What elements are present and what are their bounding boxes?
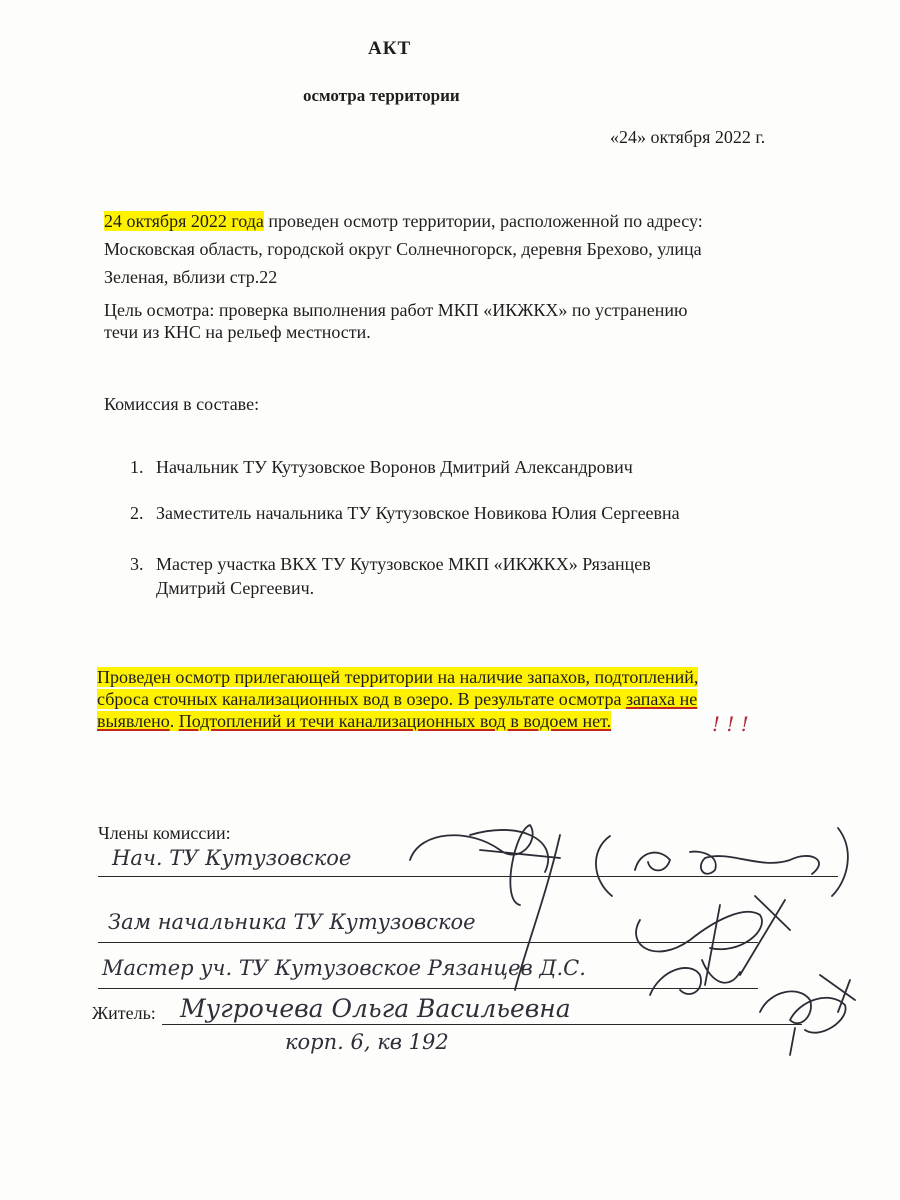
signature-bracket-right bbox=[832, 828, 848, 896]
result-no-leak-statement: Подтоплений и течи канализационных вод в водоем нет. bbox=[178, 711, 612, 731]
signature-line-2 bbox=[98, 942, 758, 943]
signature-line-3-text: Мастер уч. ТУ Кутузовское Рязанцев Д.С. bbox=[102, 956, 586, 980]
member-3-number: 3. bbox=[130, 554, 144, 574]
resident-address-text: корп. 6, кв 192 bbox=[285, 1030, 449, 1054]
member-3-text-line-2: Дмитрий Сергеевич. bbox=[156, 578, 315, 598]
result-line-1 bbox=[97, 666, 698, 688]
signature-voronov-name bbox=[635, 852, 819, 874]
signature-novikova bbox=[636, 896, 790, 985]
resident-signature-line bbox=[162, 1024, 802, 1025]
intro-line-3: Зеленая, вблизи стр.22 bbox=[104, 267, 278, 287]
resident-label: Житель: bbox=[92, 1003, 156, 1023]
signature-line-1-text: Нач. ТУ Кутузовское bbox=[112, 846, 352, 870]
result-line-3 bbox=[97, 710, 611, 732]
document-title: АКТ bbox=[368, 38, 412, 59]
result-line-1-text: Проведен осмотр прилегающей территории на наличие запахов, подтоплений, bbox=[97, 667, 699, 687]
document-subtitle: осмотра территории bbox=[303, 86, 460, 105]
result-smell-highlight: запаха не bbox=[625, 689, 698, 709]
signature-resident bbox=[760, 975, 855, 1055]
member-1-number: 1. bbox=[130, 457, 144, 477]
intro-line-2: Московская область, городской округ Солнечногорск, деревня Брехово, улица bbox=[104, 239, 702, 259]
signature-ryazantsev bbox=[650, 960, 740, 995]
purpose-line-1: Цель осмотра: проверка выполнения работ МКП «ИКЖКХ» по устранению bbox=[104, 300, 688, 320]
result-line-2-text: сброса сточных канализационных вод в озеро. В результате осмотра bbox=[97, 689, 626, 709]
member-3-text-line-1: Мастер участка ВКХ ТУ Кутузовское МКП «ИКЖКХ» Рязанцев bbox=[156, 554, 651, 574]
intro-line-1-rest: проведен осмотр территории, расположенной по адресу: bbox=[263, 211, 703, 231]
signature-voronov bbox=[410, 825, 560, 905]
result-separator: . bbox=[169, 711, 179, 731]
handwritten-exclamations: ! ! ! bbox=[712, 712, 749, 736]
signature-line-1 bbox=[98, 876, 838, 877]
signature-line-2-text: Зам начальника ТУ Кутузовское bbox=[108, 910, 476, 934]
commission-heading: Комиссия в составе: bbox=[104, 394, 260, 414]
document-date: «24» октября 2022 г. bbox=[610, 127, 766, 147]
member-2-number: 2. bbox=[130, 503, 144, 523]
result-line-2 bbox=[97, 688, 697, 710]
member-2-text: Заместитель начальника ТУ Кутузовское Новикова Юлия Сергеевна bbox=[156, 503, 680, 523]
resident-signature-text: Мугрочева Ольга Васильевна bbox=[180, 994, 571, 1023]
signature-line-3 bbox=[98, 988, 758, 989]
signatures-heading: Члены комиссии: bbox=[98, 823, 231, 843]
result-not-found: выявлено bbox=[97, 711, 170, 731]
intro-line-1 bbox=[104, 210, 703, 232]
purpose-line-2: течи из КНС на рельеф местности. bbox=[104, 322, 371, 342]
member-1-text: Начальник ТУ Кутузовское Воронов Дмитрий Александрович bbox=[156, 457, 633, 477]
signature-bracket-left bbox=[596, 836, 612, 896]
inspection-date-highlight: 24 октября 2022 года bbox=[104, 211, 264, 231]
